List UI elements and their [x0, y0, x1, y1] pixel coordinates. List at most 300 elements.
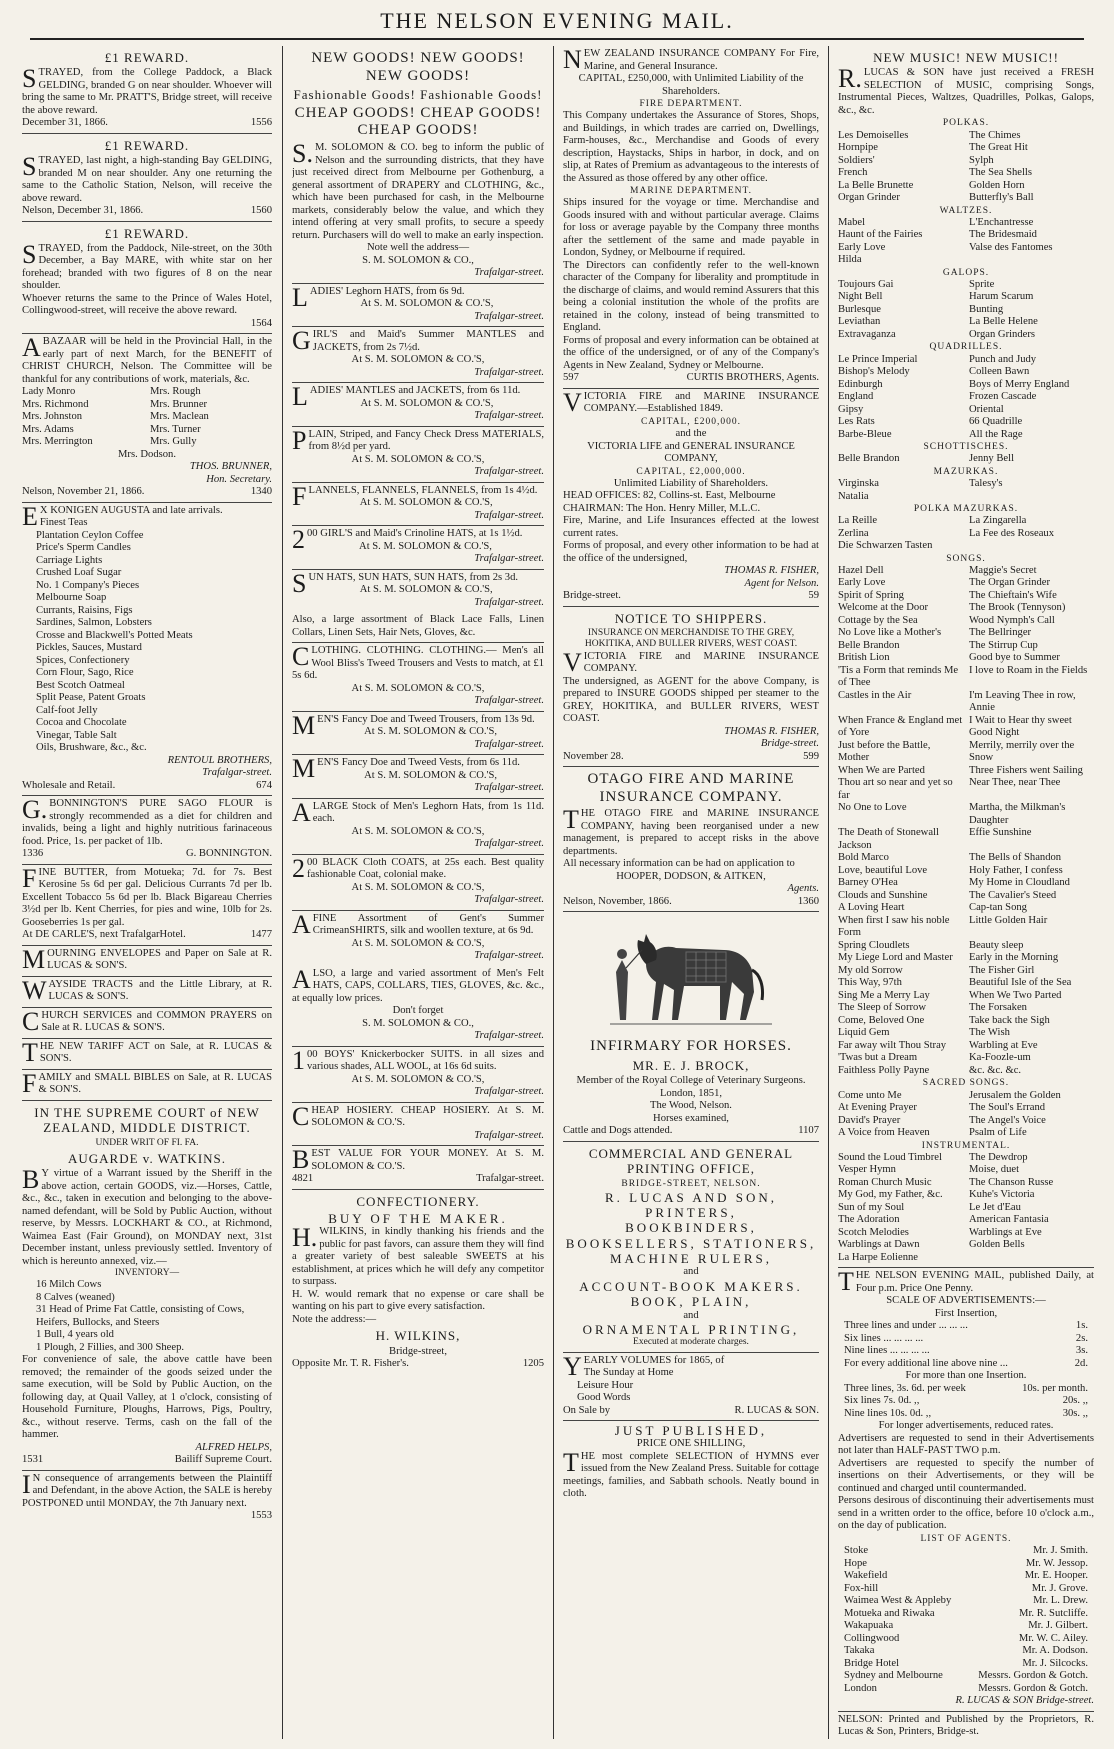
agents-heading: LIST OF AGENTS. — [920, 1533, 1012, 1544]
head-office: HEAD OFFICES: 82, Collins-st. East, Melbourne — [563, 490, 776, 502]
music-list — [838, 130, 1094, 205]
bazaar-ad — [22, 334, 272, 503]
ad-number: 1205 — [522, 1358, 544, 1370]
committee-member: Mrs. Gully — [150, 436, 197, 448]
rate-label: Motueka and Riwaka — [844, 1607, 935, 1619]
ad-number: 1477 — [250, 929, 272, 941]
list-item: Early in the Morning — [969, 952, 1059, 964]
solomon-ad — [292, 383, 544, 427]
list-item: Just before the Battle, Mother — [838, 739, 931, 764]
list-item: When France & England met of Yore — [838, 714, 963, 739]
list-item: Beautiful Isle of the Sea — [969, 977, 1072, 989]
imprint — [838, 1712, 1094, 1741]
list-item: The Angel's Voice — [969, 1114, 1046, 1126]
liability: Unlimited Liability of Shareholders. — [613, 477, 769, 489]
ad-date: December 31, 1866. — [22, 117, 108, 129]
list-item: Take back the Sigh — [969, 1014, 1050, 1026]
section-heading: MARINE DEPARTMENT. — [630, 186, 752, 197]
solomon-ad — [292, 570, 544, 613]
ad-title: £1 REWARD. — [104, 137, 190, 153]
ad-number: 4821 — [292, 1173, 314, 1185]
rate-row — [838, 1320, 1094, 1333]
street: Trafalgar-street. — [474, 1030, 544, 1042]
committee-member: Mrs. Adams — [22, 423, 74, 435]
list-item: Melbourne Soap — [36, 592, 107, 604]
inventory-list — [22, 1279, 272, 1354]
solomon-ad — [292, 643, 544, 712]
list-item: The Chimes — [969, 129, 1021, 141]
boys-suits-ad — [292, 1047, 544, 1103]
ad-title: OTAGO FIRE AND MARINE INSURANCE COMPANY. — [587, 771, 795, 805]
list-item: Barbe-Bleue — [838, 428, 892, 440]
list-item: Vesper Hymn — [838, 1164, 896, 1176]
list-item: The Organ Grinder — [969, 577, 1050, 589]
committee-member: Mrs. Turner — [150, 423, 201, 435]
street: Trafalgar-street. — [474, 366, 544, 378]
sago-ad — [22, 796, 272, 865]
signature-role: Agent for Nelson. — [744, 577, 819, 589]
writ: UNDER WRIT OF FI. FA. — [95, 1137, 199, 1148]
list-item: No. 1 Company's Pieces — [36, 579, 140, 591]
section-heading: QUADRILLES. — [929, 342, 1003, 353]
list-item: Belle Brandon — [838, 639, 900, 651]
list-item: Effie Sunshine — [969, 827, 1032, 839]
list-item: Near Thee, near Thee — [969, 777, 1061, 789]
list-item: Wood Nymph's Call — [969, 614, 1055, 626]
rate-row — [838, 1620, 1094, 1633]
ad-body: GIRL'S and Maid's Summer MANTLES and JACKETS, from 2s 7½d. — [292, 326, 544, 356]
rate-value: 10s. per month. — [1022, 1382, 1088, 1394]
firm: At S. M. SOLOMON & CO.'S, — [359, 584, 493, 596]
section-heading: GALOPS. — [942, 267, 990, 278]
signature: CURTIS BROTHERS, Agents. — [686, 372, 819, 384]
note: Note the address:— — [292, 1313, 377, 1325]
rates-heading: For more than one Insertion. — [905, 1370, 1027, 1382]
list-item: Cottage by the Sea — [838, 614, 918, 626]
list-item: 31 Head of Prime Fat Cattle, consisting of Cows, Heifers, Bullocks, and Steers — [36, 1304, 245, 1328]
rate-value: 1s. — [1075, 1320, 1088, 1332]
list-item: Welcome at the Door — [838, 602, 929, 614]
imprint-text: NELSON: Printed and Published by the Proprietors, R. Lucas & Son, Printers, Bridge-st. — [838, 1713, 1094, 1738]
grocery-ad — [22, 503, 272, 797]
rate-label: Three lines, 3s. 6d. per week — [844, 1382, 966, 1394]
list-item: Split Pease, Patent Groats — [36, 692, 146, 704]
capital: CAPITAL, £200,000. — [640, 416, 742, 427]
street: Bridge-street, — [389, 1345, 447, 1357]
note: Don't forget — [392, 1005, 444, 1017]
ad-body: 100 BOYS' Knickerbocker SUITS. in all sizes and various shades, ALL WOOL, at 16s 6d suits. — [292, 1045, 544, 1075]
street: Trafalgar-street. — [476, 1173, 544, 1185]
street: Trafalgar-street. — [474, 1129, 544, 1141]
ad-body: ALARGE Stock of Men's Leghorn Hats, from 1s 11d. each. — [292, 797, 544, 827]
section-heading: POLKA MAZURKAS. — [913, 504, 1019, 515]
ad-title: IN THE SUPREME COURT of NEW ZEALAND, MIDDLE DISTRICT. — [34, 1104, 260, 1136]
solomon-also — [292, 612, 544, 643]
street: Trafalgar-street. — [474, 310, 544, 322]
street: Trafalgar-street. — [474, 782, 544, 794]
solomon-ad — [292, 427, 544, 483]
note: For longer advertisements, reduced rates. — [878, 1420, 1054, 1432]
list-item: 1 Plough, 2 Fillies, and 300 Sheep. — [36, 1341, 185, 1353]
signature: THOS. BRUNNER, — [189, 461, 272, 473]
butter-ad — [22, 865, 272, 946]
signature-role: Agents. — [787, 883, 819, 895]
street: Trafalgar-street. — [474, 267, 544, 279]
scale-heading: SCALE OF ADVERTISEMENTS:— — [886, 1295, 1046, 1307]
otago-insurance-ad — [563, 767, 819, 912]
signature: ALFRED HELPS, — [195, 1441, 272, 1453]
list-item: Bishop's Melody — [838, 366, 910, 378]
ad-subtitle: BUY OF THE MAKER. — [328, 1210, 508, 1226]
rate-label: London — [844, 1682, 877, 1694]
rate-label: Six lines ... ... ... ... — [844, 1332, 924, 1344]
ad-body: Also, a large assortment of Black Lace Falls, Linen Collars, Linen Sets, Hair Nets, Gloves, &c. — [292, 614, 544, 638]
rates-heading: First Insertion, — [934, 1307, 998, 1319]
rate-row — [838, 1558, 1094, 1571]
rate-value: Mr. A. Dodson. — [1022, 1645, 1088, 1657]
stationery-ad — [22, 946, 272, 977]
list-item: Oriental — [969, 403, 1004, 415]
ad-title: YEARLY VOLUMES for 1865, of — [563, 1351, 725, 1381]
list-item: Psalm of Life — [969, 1127, 1027, 1139]
rate-row — [838, 1683, 1094, 1696]
rate-label: Nine lines ... ... ... ... — [844, 1345, 930, 1357]
headline: NEW GOODS! NEW GOODS! NEW GOODS! — [311, 50, 525, 84]
list-item: At Evening Prayer — [838, 1102, 917, 1114]
street: Trafalgar-street. — [474, 509, 544, 521]
list-item: When We Two Parted — [969, 989, 1062, 1001]
signature: THOMAS R. FISHER, — [724, 565, 819, 577]
list-item: Vinegar, Table Salt — [36, 729, 117, 741]
committee-member: Mrs. Maclean — [150, 411, 209, 423]
list-item: Holy Father, I confess — [969, 864, 1063, 876]
list-item: Early Love — [838, 577, 886, 589]
list-item: When We are Parted — [838, 764, 925, 776]
conjunction: and — [683, 1266, 699, 1278]
trade: ORNAMENTAL PRINTING, — [582, 1322, 800, 1338]
ad-body: LADIES' Leghorn HATS, from 6s 9d. — [292, 282, 465, 312]
list-item: Scotch Melodies — [838, 1226, 909, 1238]
section-heading: POLKAS. — [942, 118, 990, 129]
rate-row — [838, 1645, 1094, 1658]
list-item: The Chieftain's Wife — [969, 589, 1057, 601]
column-rule — [553, 46, 554, 1739]
list-item: Cocoa and Chocolate — [36, 717, 127, 729]
ad-title: INFIRMARY FOR HORSES. — [590, 1038, 792, 1055]
list-item: Thou art so near and yet so far — [838, 777, 953, 801]
ad-footer: At DE CARLE'S, next TrafalgarHotel. — [22, 929, 186, 941]
list-item: Three Fishers went Sailing — [969, 764, 1083, 776]
list-item: Sing Me a Merry Lay — [838, 989, 930, 1001]
list-item: No One to Love — [838, 802, 907, 814]
list-item: Talesy's — [969, 478, 1003, 490]
list-item: Gipsy — [838, 403, 864, 415]
list-item: 'Twas but a Dream — [838, 1052, 918, 1064]
list-item: The Wish — [969, 1027, 1010, 1039]
rates-table — [838, 1320, 1094, 1370]
signature: R. LUCAS & SON Bridge-street. — [955, 1695, 1094, 1707]
list-item: Frozen Cascade — [969, 391, 1037, 403]
list-item: Roman Church Music — [838, 1176, 932, 1188]
ad-body: ABAZAAR will be held in the Provincial Hall, in the early part of next March, for the BENEFIT of CHRIST CHURCH, Nelson. The Committee will be thankful for any contributions of work, materials, &c. — [22, 333, 272, 385]
ad-body: SUN HATS, SUN HATS, SUN HATS, from 2s 3d. — [292, 568, 519, 598]
street: Trafalgar-street. — [474, 950, 544, 962]
stationery-ad — [22, 1039, 272, 1070]
street: Trafalgar-street. — [474, 466, 544, 478]
note: Note well the address— — [366, 242, 470, 254]
signature: G. BONNINGTON. — [185, 848, 272, 860]
ad-body: Forms of proposal and every information can be obtained at the office of the undersigned, or of any of the Company's Agents in New Zealand, Sydney or Melbourne. — [563, 334, 819, 371]
ad-body: THE NEW TARIFF ACT on Sale, at R. LUCAS & SON'S. — [22, 1037, 272, 1067]
rate-value: Messrs. Gordon & Gotch. — [978, 1682, 1088, 1694]
list-item: Love, beautiful Love — [838, 864, 928, 876]
ad-body: 200 BLACK Cloth COATS, at 25s each. Best quality fashionable Coat, colonial make. — [292, 853, 544, 883]
column-2 — [292, 46, 544, 1741]
list-item: The Chanson Russe — [969, 1176, 1054, 1188]
rate-value: Mr. L. Drew. — [1033, 1595, 1088, 1607]
list-item: Hornpipe — [838, 142, 879, 154]
committee-list — [22, 386, 272, 449]
list-item: &c. &c. &c. — [969, 1064, 1022, 1076]
list-item: The Bridesmaid — [969, 229, 1037, 241]
ad-title: VICTORIA FIRE and MARINE INSURANCE COMPANY. — [563, 647, 819, 677]
list-item: The Death of Stonewall Jackson — [838, 827, 939, 851]
rate-row — [838, 1670, 1094, 1683]
rate-row — [838, 1545, 1094, 1558]
music-list — [838, 279, 1094, 342]
committee-member: Lady Monro — [22, 386, 76, 398]
street: Trafalgar-street. — [474, 553, 544, 565]
solomon-ad — [292, 526, 544, 570]
case-name: AUGARDE v. WATKINS. — [67, 1150, 227, 1166]
list-item: Carriage Lights — [36, 554, 103, 566]
ad-body: CLOTHING. CLOTHING. CLOTHING.— Men's all Wool Bliss's Tweed Trousers and Vests to match, at £1 5s 6d. — [292, 642, 544, 682]
rate-value: Mr. R. Sutcliffe. — [1019, 1607, 1088, 1619]
ad-body: Advertisers are requested to send in their Advertisements not later than HALF-PAST TWO p.m. — [838, 1432, 1094, 1457]
list-item: My God, my Father, &c. — [838, 1189, 943, 1201]
rate-label: Nine lines 10s. 0d. ,, — [844, 1407, 932, 1419]
section-heading: SACRED SONGS. — [922, 1078, 1010, 1089]
ad-body: CHEAP HOSIERY. CHEAP HOSIERY. At S. M. SOLOMON & CO.'S. — [292, 1101, 544, 1131]
list-item: The Soul's Errand — [969, 1102, 1046, 1114]
street: Trafalgar-street. — [202, 767, 272, 779]
chairman: CHAIRMAN: The Hon. Henry Miller, M.L.C. — [563, 502, 761, 514]
list-item: Les Demoiselles — [838, 129, 909, 141]
list-item: Beauty sleep — [969, 939, 1024, 951]
ad-number: 1336 — [22, 848, 44, 860]
reward-ad — [22, 222, 272, 335]
hosiery-ad — [292, 1103, 544, 1147]
capital: CAPITAL, £2,000,000. — [636, 466, 746, 477]
ad-body: MOURNING ENVELOPES and Paper on Sale at R. LUCAS & SON'S. — [22, 944, 272, 974]
ad-body: STRAYED, from the Paddock, Nile-street, on the 30th December, a Bay MARE, with white star on her forehead; branded with two figures of 8 on the near shoulder. — [22, 239, 272, 292]
list-item: 16 Milch Cows — [36, 1279, 102, 1291]
ad-number: 1360 — [797, 895, 819, 907]
ad-body: Fire, Marine, and Life Insurances effected at the lowest current rates. — [563, 515, 819, 539]
list-item: Little Golden Hair — [969, 914, 1048, 926]
list-item: Natalia — [838, 490, 869, 502]
music-list — [838, 217, 1094, 267]
music-list — [838, 515, 1094, 553]
solomon-ad — [292, 284, 544, 328]
ad-date: November 28. — [563, 750, 624, 762]
list-item: Come, Beloved One — [838, 1014, 925, 1026]
list-item — [969, 540, 1094, 553]
rate-label: Fox-hill — [844, 1582, 879, 1594]
ad-title: NEW ZEALAND INSURANCE COMPANY For Fire, Marine, and General Insurance. — [563, 46, 819, 74]
ad-date: Nelson, November 21, 1866. — [22, 486, 145, 498]
street: Trafalgar-street. — [474, 1086, 544, 1098]
list-item: Butterfly's Ball — [969, 192, 1034, 204]
list-item: La Zingarella — [969, 515, 1027, 527]
list-item: 1 Bull, 4 years old — [36, 1329, 114, 1341]
list-item: Jerusalem the Golden — [969, 1089, 1061, 1101]
music-list — [838, 1152, 1094, 1265]
music-list — [838, 478, 1094, 503]
list-item: La Belle Helene — [969, 316, 1038, 328]
ad-body: Whoever returns the same to the Prince of Wales Hotel, Collingwood-street, will receive the above reward. — [22, 292, 272, 317]
section-heading: MAZURKAS. — [933, 466, 999, 477]
list-item: The Bells of Shandon — [969, 852, 1062, 864]
list-item: The Cavalier's Steed — [969, 889, 1057, 901]
rate-label: Takaka — [844, 1645, 875, 1657]
rate-row — [838, 1395, 1094, 1408]
ad-body: S.M. SOLOMON & CO. beg to inform the public of Nelson and the surrounding districts, that they have just received direct from Melbourne per Gothenburg, a general assortment of DRAPERY and CLOTHING, &c., which have been purchased for cash, in the Melbourne markets, considerably below the value, and which they intend offering at very small profits, to secure a speedy return. Purchasers will do well to make an early inspection. — [292, 139, 544, 241]
column-rule — [828, 46, 829, 1739]
signature-role: Hon. Secretary. — [206, 473, 272, 485]
rate-label: Collingwood — [844, 1632, 900, 1644]
music-list — [838, 565, 1094, 1078]
rate-row — [838, 1633, 1094, 1646]
reward-ad — [22, 134, 272, 222]
ad-body: For convenience of sale, the above cattle have been removed; the remainder of the goods seized under the same execution, will be Sold by Public Auction, on the following day, at Quail Valley, at 1 o'clock, consisting of Household Furniture, Ploughs, Harrows, Pigs, Poultry, &c., without reserve. Terms, cash on the fall of the hammer. — [22, 1354, 272, 1441]
rate-row — [838, 1608, 1094, 1621]
list-item: The Bellringer — [969, 627, 1032, 639]
yearly-volumes-ad — [563, 1353, 819, 1422]
list-item: The Dewdrop — [969, 1151, 1028, 1163]
victoria-insurance-ad — [563, 389, 819, 607]
list-item: Sardines, Salmon, Lobsters — [36, 617, 152, 629]
list-item: Spring Cloudlets — [838, 939, 910, 951]
confectionery-ad — [292, 1190, 544, 1374]
postponed-notice — [22, 1471, 272, 1526]
firm: S. M. SOLOMON & CO., — [362, 1017, 474, 1029]
sale-label: On Sale by — [563, 1404, 611, 1416]
rate-label: Waimea West & Appleby — [844, 1595, 952, 1607]
ad-body: CHURCH SERVICES and COMMON PRAYERS on Sale at R. LUCAS & SON'S. — [22, 1006, 272, 1036]
list-item: Toujours Gai — [838, 278, 894, 290]
ad-title: CONFECTIONERY. — [356, 1193, 480, 1209]
signature: H. WILKINS, — [375, 1328, 461, 1344]
section-heading: FIRE DEPARTMENT. — [639, 99, 743, 109]
street: Trafalgar-street. — [474, 738, 544, 750]
ad-body: Forms of proposal, and every other information to be had at the office of the undersigned, — [563, 540, 819, 564]
ad-date: Nelson, December 31, 1866. — [22, 205, 144, 217]
stationery-ad — [22, 1008, 272, 1039]
solomon-ad — [292, 755, 544, 799]
street: BRIDGE-STREET, NELSON. — [621, 1178, 761, 1189]
rate-row — [838, 1583, 1094, 1596]
list-item: Le Jet d'Eau — [969, 1201, 1021, 1213]
rate-label: Bridge Hotel — [844, 1657, 900, 1669]
rate-value: Mr. J. Smith. — [1032, 1545, 1088, 1557]
list-item: 8 Calves (weaned) — [36, 1291, 115, 1303]
list-item: Early Love — [838, 241, 886, 253]
ad-body: H.WILKINS, in kindly thanking his friends and the public for past favors, can assure them they will find a greater variety of best saleable SWEETS at his establishment, at prices which he will defy any competitor to surpass. — [292, 1223, 544, 1288]
list-item: Burlesque — [838, 303, 881, 315]
list-item: Corn Flour, Sago, Rice — [36, 667, 134, 679]
list-item: Punch and Judy — [969, 353, 1037, 365]
solomon-also — [292, 966, 544, 1047]
list-item: My Liege Lord and Master — [838, 952, 953, 964]
ad-number: 1531 — [22, 1454, 44, 1466]
hymns-ad — [563, 1421, 819, 1504]
trade: R. LUCAS AND SON, — [605, 1189, 777, 1205]
ad-number: 597 — [563, 372, 579, 384]
list-item: The Great Hit — [969, 142, 1028, 154]
ad-number: 1556 — [250, 117, 272, 129]
list-item: Extravaganza — [838, 328, 896, 340]
address: Opposite Mr. T. R. Fisher's. — [292, 1358, 409, 1370]
headline: Fashionable Goods! Fashionable Goods! — [293, 87, 543, 103]
list-item: La Harpe Eolienne — [838, 1251, 919, 1263]
list-item: Bold Marco — [838, 852, 889, 864]
list-item: Les Rats — [838, 416, 875, 428]
list-item: Far away wilt Thou Stray — [838, 1039, 947, 1051]
ad-body: MEN'S Fancy Doe and Tweed Vests, from 6s 11d. — [292, 754, 520, 784]
section-heading: SONGS. — [946, 553, 986, 564]
ad-number: 1340 — [250, 486, 272, 498]
ad-body: 200 GIRL'S and Maid's Crinoline HATS, at 1s 1½d. — [292, 525, 523, 555]
committee-member: Mrs. Brunner — [150, 398, 208, 410]
street: Trafalgar-street. — [474, 596, 544, 608]
rate-value: Messrs. Gordon & Gotch. — [978, 1670, 1088, 1682]
list-item: French — [838, 167, 868, 179]
list-item: This Way, 97th — [838, 977, 902, 989]
list-item: Kuhe's Victoria — [969, 1189, 1035, 1201]
ad-title: £1 REWARD. — [104, 225, 190, 241]
firm: At S. M. SOLOMON & CO.'S, — [360, 397, 494, 409]
firm: At S. M. SOLOMON & CO.'S, — [351, 881, 485, 893]
music-list — [838, 1090, 1094, 1140]
trade: MACHINE RULERS, — [609, 1251, 772, 1267]
ad-body: BEST VALUE FOR YOUR MONEY. At S. M. SOLOMON & CO.'S. — [292, 1145, 544, 1175]
capital: CAPITAL, £250,000, with Unlimited Liability of the Shareholders. — [578, 73, 804, 97]
list-item: Golden Horn — [969, 179, 1025, 191]
ad-body: H. W. would remark that no expense or care shall be wanting on his part to give every satisfaction. — [292, 1288, 544, 1313]
list-item: My old Sorrow — [838, 964, 903, 976]
ad-number: 59 — [808, 590, 819, 602]
list-item: Castles in the Air — [838, 689, 912, 701]
ad-body: FAMILY and SMALL BIBLES on Sale, at R. LUCAS & SON'S. — [22, 1068, 272, 1098]
list-item: Belle Brandon — [838, 453, 900, 465]
list-item: Mabel — [838, 216, 866, 228]
ad-body: FINE BUTTER, from Motueka; 7d. for 7s. Best Kerosine 5s 6d per gal. Delicious Currants 7d per lb. Excellent Tobacco 5s 6d per lb. Black Bigareau Cherries 3½d per lb. Kent Cherries, for pies and wine, 10lb for 2s. Gooseberries 1s per gal. — [22, 863, 272, 928]
list-item: 'Tis a Form that reminds Me of Thee — [838, 664, 959, 689]
horse-illustration — [606, 920, 776, 1032]
list-item: Boys of Merry England — [969, 378, 1070, 390]
ad-date: Nelson, November, 1866. — [563, 895, 672, 907]
service: Cattle and Dogs attended. — [563, 1125, 673, 1137]
place: The Wood, Nelson. — [650, 1100, 732, 1112]
list-item: Hazel Dell — [838, 564, 884, 576]
list-item: Warblings at Eve — [969, 1226, 1042, 1238]
agents-list — [838, 1545, 1094, 1695]
list-item: La Fee des Roseaux — [969, 527, 1055, 539]
stationery-ad — [22, 1070, 272, 1101]
list-item: Pickles, Sauces, Mustard — [36, 642, 142, 654]
ad-body: STRAYED, last night, a high-standing Bay GELDING, branded M on near shoulder. Any one returning the same to the Catholic Station, Nelson, will receive the above reward. — [22, 152, 272, 204]
